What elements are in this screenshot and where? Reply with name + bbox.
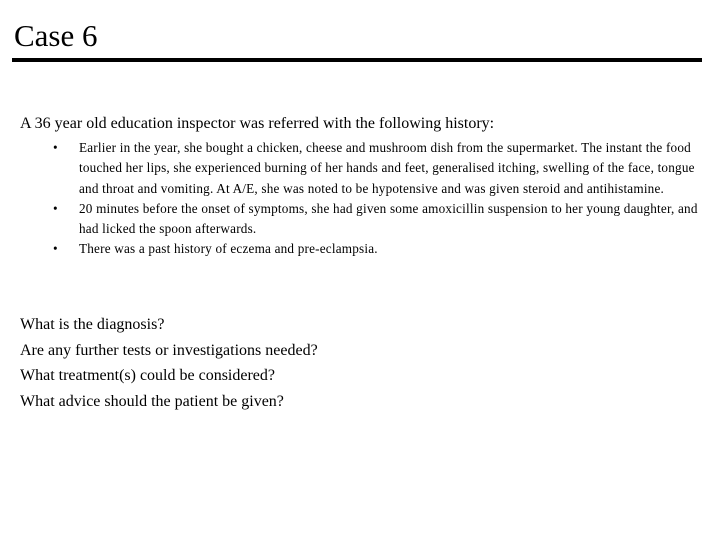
question-list bbox=[20, 312, 318, 414]
history-item bbox=[53, 138, 715, 199]
bullet-icon: • bbox=[53, 200, 58, 216]
history-item-text: 20 minutes before the onset of symptoms, she had given some amoxicillin suspension to her young daughter, and had licked the spoon afterwards. bbox=[79, 200, 698, 237]
history-item-text: Earlier in the year, she bought a chicken, cheese and mushroom dish from the supermarket. The instant the food touched her lips, she experienced burning of her hands and feet, generalised itching, swelling of the face, tongue and throat and vomiting. At A/E, she was noted to be hypotensive and was given steroid and antihistamine. bbox=[79, 140, 695, 196]
title-underline bbox=[12, 58, 702, 62]
question-treatment: What treatment(s) could be considered? bbox=[20, 367, 275, 384]
bullet-icon: • bbox=[53, 140, 58, 155]
question-diagnosis: What is the diagnosis? bbox=[20, 316, 165, 333]
bullet-icon: • bbox=[53, 241, 58, 257]
question-advice: What advice should the patient be given? bbox=[20, 392, 284, 410]
history-item-text: There was a past history of eczema and pre-eclampsia. bbox=[79, 241, 378, 257]
history-item bbox=[53, 199, 715, 240]
history-list bbox=[53, 138, 715, 260]
history-item bbox=[53, 239, 715, 259]
slide-title: Case 6 bbox=[14, 18, 98, 53]
case-intro: A 36 year old education inspector was referred with the following history: bbox=[20, 115, 495, 132]
question-tests: Are any further tests or investigations needed? bbox=[20, 341, 318, 359]
